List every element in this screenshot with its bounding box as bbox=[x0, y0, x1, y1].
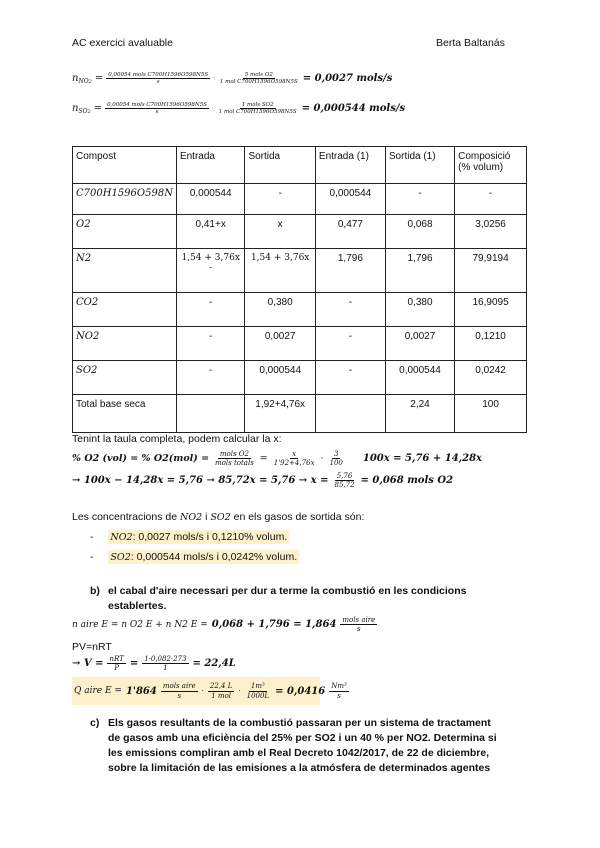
table-cell: 0,000544 bbox=[176, 184, 244, 215]
text-calc-x: Tenint la taula completa, podem calcular la x: bbox=[72, 433, 282, 445]
eq5-mid: 0,068 + 1,796 = 1,864 bbox=[211, 619, 337, 631]
table-row bbox=[73, 215, 527, 249]
eq2-fraction-2: $\frac{\text{1 mols SO2}}{\text{1 mol C700H1596O598N5S}}$ bbox=[218, 102, 297, 116]
eq2-result: = 0,000544 mols/s bbox=[301, 103, 406, 115]
table-cell: 0,1210 bbox=[455, 327, 527, 361]
table-cell: 0,0027 bbox=[245, 327, 315, 361]
table-cell: 3,0256 bbox=[455, 215, 527, 249]
table-row-total bbox=[73, 395, 527, 433]
eq3-fraction-2: $\frac{x}{1'92+4,76x}$ bbox=[273, 450, 315, 468]
table-cell: 0,0027 bbox=[385, 327, 454, 361]
compound-cell: Total base seca bbox=[73, 395, 177, 433]
table-header: Compost bbox=[73, 147, 177, 184]
eq6-result: = 22,4L bbox=[192, 658, 236, 670]
eq7-fraction-4: $\frac{\text{Nm³}}{s}$ bbox=[331, 682, 347, 700]
eq5-lhs: n aire E = n O2 E + n N2 E = bbox=[72, 619, 208, 630]
eq1-result: = 0,0027 mols/s bbox=[302, 73, 393, 85]
bullet-dash: - bbox=[90, 551, 94, 563]
text-concentracions bbox=[72, 511, 364, 523]
text2-b: en els gasos de sortida són: bbox=[233, 511, 365, 523]
equation-n-so2: $n_{SO2}$ = $\frac{\text{0,00054 mols C700H1596O598N5S}}{s}$ · $\frac{\text{1 mols SO2}}{\text{1 mol C700H1596O598N5S}}$ = 0,000544 mols/s bbox=[72, 102, 406, 116]
balance-table bbox=[72, 146, 527, 433]
table-header: Sortida (1) bbox=[385, 147, 454, 184]
eq5-unit: $\frac{\text{mols aire}}{s}$ bbox=[342, 616, 376, 634]
pv-formula: PV=nRT bbox=[72, 641, 112, 653]
bullet-dash: - bbox=[90, 531, 94, 543]
header-right: Berta Baltanás bbox=[436, 37, 505, 49]
list-item bbox=[90, 551, 299, 563]
equation-q-aire: Q aire E = 1'864 $\frac{\text{mols aire}}{s}$ · $\frac{22,4 L}{\text{1 mol}}$ · $\frac{\text{1m³}}{1000L}$ = 0,0416 $\frac{\text{Nm³}}{s}$ bbox=[72, 677, 320, 705]
text2-a: Les concentracions de bbox=[72, 511, 178, 523]
table-header: Entrada bbox=[176, 147, 244, 184]
table-cell bbox=[176, 249, 244, 293]
eq7-fraction-2: $\frac{22,4 L}{\text{1 mol}}$ bbox=[209, 682, 233, 700]
eq4-result: = 0,068 mols O2 bbox=[360, 475, 454, 487]
table-cell: 0,380 bbox=[385, 293, 454, 327]
table-cell: 0,41+x bbox=[176, 215, 244, 249]
table-header: Composició (% volum) bbox=[455, 147, 527, 184]
table-cell: 1,796 bbox=[385, 249, 454, 293]
bullet-text: : 0,000544 mols/s i 0,0242% volum. bbox=[130, 551, 298, 563]
eq1-lhs: $n_{NO2}$ bbox=[72, 72, 92, 85]
list-item bbox=[90, 531, 289, 543]
compound-cell: O2 bbox=[73, 215, 177, 249]
table-row bbox=[73, 361, 527, 395]
table-cell: - bbox=[245, 184, 315, 215]
table-cell: - bbox=[385, 184, 454, 215]
table-cell: 1,92+4,76x bbox=[245, 395, 315, 433]
table-row bbox=[73, 327, 527, 361]
compound-cell: N2 bbox=[73, 249, 177, 293]
table-header: Sortida bbox=[245, 147, 315, 184]
table-cell: 0,380 bbox=[245, 293, 315, 327]
equation-n-aire bbox=[72, 616, 377, 633]
table-cell: - bbox=[455, 184, 527, 215]
eq6-fraction-1: $\frac{\text{nRT}}{P}$ bbox=[109, 655, 124, 673]
table-cell: - bbox=[315, 361, 385, 395]
eq1-fraction-2: $\frac{\text{5 mols O2}}{\text{1 mol C700H1596O598N5S}}$ bbox=[219, 72, 298, 86]
section-c-line: de gasos amb una eficiència del 25% per SO2 i un 40 % per NO2. Determina si bbox=[108, 732, 497, 744]
table-cell: - bbox=[176, 327, 244, 361]
header-left: AC exercici avaluable bbox=[72, 37, 173, 49]
table-cell: 0,0242 bbox=[455, 361, 527, 395]
table-cell: 16,9095 bbox=[455, 293, 527, 327]
eq3-left: % O2 (vol) = % O2(mol) = bbox=[72, 453, 210, 465]
table-cell-extra: - bbox=[209, 263, 213, 273]
table-cell: 0,000544 bbox=[315, 184, 385, 215]
eq7-fraction-1: $\frac{\text{mols aire}}{s}$ bbox=[162, 682, 196, 700]
eq2-lhs: $n_{SO2}$ bbox=[72, 102, 91, 115]
table-cell: 0,000544 bbox=[385, 361, 454, 395]
eq6-a: → V = bbox=[72, 658, 104, 670]
table-row bbox=[73, 293, 527, 327]
table-cell: - bbox=[176, 361, 244, 395]
table-cell: 1,54 + 3,76x bbox=[245, 249, 315, 293]
equation-o2-vol: % O2 (vol) = % O2(mol) = $\frac{\text{mols O2}}{\text{mols totals}}$ = $\frac{x}{1'92+4,76x}$ · $\frac{3}{100}$ 100x = 5,76 + 14,28x bbox=[72, 450, 483, 468]
table-cell bbox=[176, 395, 244, 433]
equation-n-no2: $n_{NO2}$ = $\frac{\text{0,00054 mols C700H1596O598N5S}}{s}$ · $\frac{\text{5 mols O2}}{\text{1 mol C700H1596O598N5S}}$ = 0,0027 mols/s bbox=[72, 72, 393, 86]
section-b-line2: establertes. bbox=[108, 600, 167, 612]
eq4-fraction: $\frac{5,76}{85,72}$ bbox=[334, 472, 355, 490]
equation-volume bbox=[72, 655, 236, 672]
table-cell: - bbox=[315, 293, 385, 327]
section-c-line: les emissions compliran amb el Real Decreto 1042/2017, de 22 de diciembre, bbox=[108, 747, 490, 759]
eq1-fraction-1: $\frac{\text{0,00054 mols C700H1596O598N5S}}{s}$ bbox=[108, 72, 209, 86]
eq6-eq: = bbox=[129, 658, 139, 670]
eq7-result: = 0,0416 bbox=[275, 685, 326, 697]
section-b-line1: el cabal d'aire necessari per dur a terme la combustió en les condicions bbox=[108, 585, 467, 597]
table-cell: 100 bbox=[455, 395, 527, 433]
eq3-right: 100x = 5,76 + 14,28x bbox=[362, 453, 483, 465]
table-cell: 2,24 bbox=[385, 395, 454, 433]
text2-no2: NO2 bbox=[180, 512, 203, 523]
compound-cell: CO2 bbox=[73, 293, 177, 327]
table-row bbox=[73, 249, 527, 293]
table-cell: 79,9194 bbox=[455, 249, 527, 293]
text2-so2: SO2 bbox=[210, 512, 231, 523]
table-cell: x bbox=[245, 215, 315, 249]
table-cell: 1,796 bbox=[315, 249, 385, 293]
bullet-label: NO2 bbox=[110, 532, 133, 543]
table-cell-value: 1,54 + 3,76x bbox=[181, 253, 240, 263]
section-c-line: Els gasos resultants de la combustió passaran per un sistema de tractament bbox=[108, 717, 491, 729]
eq2-fraction-1: $\frac{\text{0,00054 mols C700H1596O598N5S}}{s}$ bbox=[107, 102, 207, 116]
eq7-val: 1'864 bbox=[125, 685, 157, 697]
eq6-fraction-2: $\frac{1\cdot 0,082\cdot 273}{1}$ bbox=[144, 655, 187, 673]
bullet-highlight bbox=[108, 550, 299, 564]
compound-cell: NO2 bbox=[73, 327, 177, 361]
eq7-fraction-3: $\frac{\text{1m³}}{1000L}$ bbox=[246, 682, 270, 700]
table-header-row bbox=[73, 147, 527, 184]
section-c-line: sobre la limitación de las emisiones a la atmósfera de determinados agentes bbox=[108, 762, 491, 774]
table-cell bbox=[315, 395, 385, 433]
table-cell: 0,000544 bbox=[245, 361, 315, 395]
table-cell: - bbox=[315, 327, 385, 361]
eq7-lhs: Q aire E = bbox=[74, 686, 122, 696]
compound-cell: SO2 bbox=[73, 361, 177, 395]
compound-cell: C700H1596O598N bbox=[73, 184, 177, 215]
bullet-highlight bbox=[108, 530, 289, 544]
table-header: Entrada (1) bbox=[315, 147, 385, 184]
table-cell: 0,477 bbox=[315, 215, 385, 249]
section-c-letter: c) bbox=[90, 717, 100, 729]
table-cell: 0,068 bbox=[385, 215, 454, 249]
eq4-text: → 100x − 14,28x = 5,76 → 85,72x = 5,76 → x = bbox=[72, 475, 329, 487]
eq3-fraction-3: $\frac{3}{100}$ bbox=[329, 450, 343, 468]
bullet-text: : 0,0027 mols/s i 0,1210% volum. bbox=[132, 531, 288, 543]
table-row bbox=[73, 184, 527, 215]
text2-i: i bbox=[205, 511, 208, 523]
section-b-letter: b) bbox=[90, 585, 100, 597]
bullet-label: SO2 bbox=[110, 552, 131, 563]
equation-x-solve bbox=[72, 472, 453, 489]
table-cell: - bbox=[176, 293, 244, 327]
eq3-fraction-1: $\frac{\text{mols O2}}{\text{mols totals}}$ bbox=[215, 450, 254, 468]
